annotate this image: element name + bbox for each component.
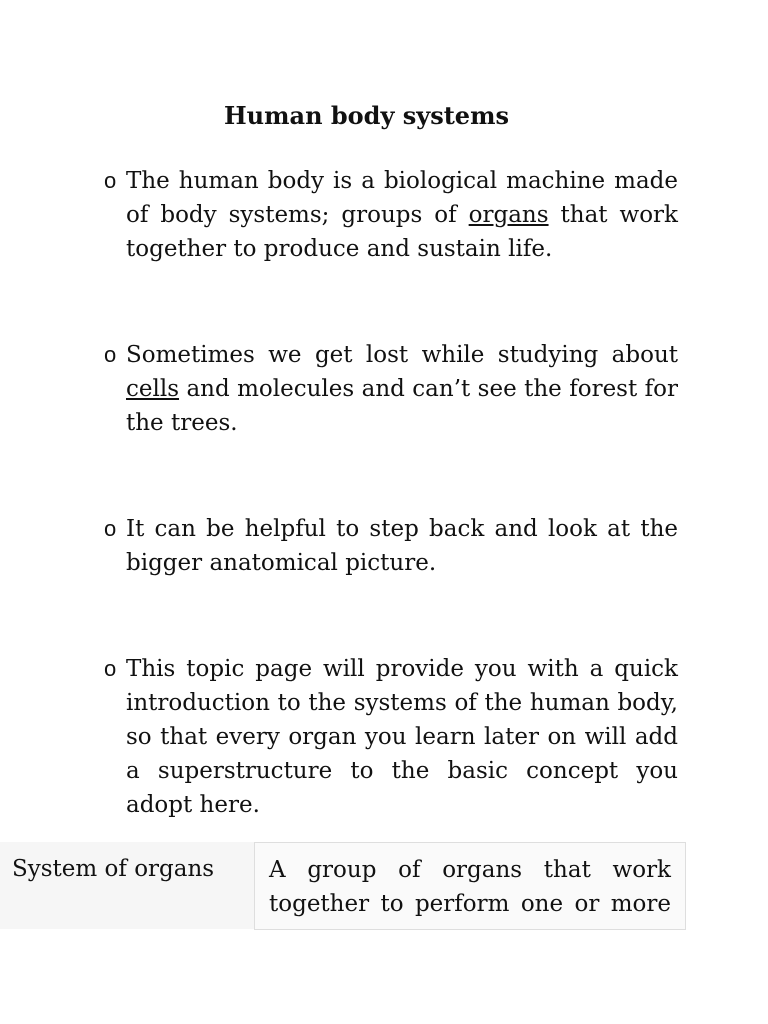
bullet-text: Sometimes we get lost while studying about bbox=[126, 342, 678, 368]
organs-link[interactable]: organs bbox=[468, 202, 549, 228]
bullet-icon: o bbox=[104, 516, 117, 541]
bullet-text: This topic page will provide you with a quick introduction to the systems of the human body, so that every organ you learn later on will add a superstructure to the basic concept you adopt here. bbox=[126, 656, 678, 818]
list-item bbox=[100, 652, 678, 822]
bullet-text: and molecules and can’t see the forest for the trees. bbox=[126, 376, 678, 436]
bullet-list bbox=[100, 164, 678, 822]
list-item bbox=[100, 338, 678, 440]
list-item bbox=[100, 512, 678, 580]
bullet-icon: o bbox=[104, 342, 117, 367]
definition-table bbox=[0, 842, 686, 930]
bullet-text: that work together to produce and sustain life. bbox=[126, 202, 678, 262]
bullet-text: The human body is a biological machine made of body systems; groups of bbox=[126, 168, 678, 228]
definition-term: System of organs bbox=[0, 842, 254, 929]
bullet-text: It can be helpful to step back and look at the bigger anatomical picture. bbox=[126, 516, 678, 576]
list-item bbox=[100, 164, 678, 266]
definition-description: A group of organs that work together to perform one or more bbox=[254, 842, 686, 930]
bullet-icon: o bbox=[104, 168, 117, 193]
bullet-icon: o bbox=[104, 656, 117, 681]
cells-link[interactable]: cells bbox=[126, 376, 180, 402]
page-title: Human body systems bbox=[224, 101, 509, 130]
